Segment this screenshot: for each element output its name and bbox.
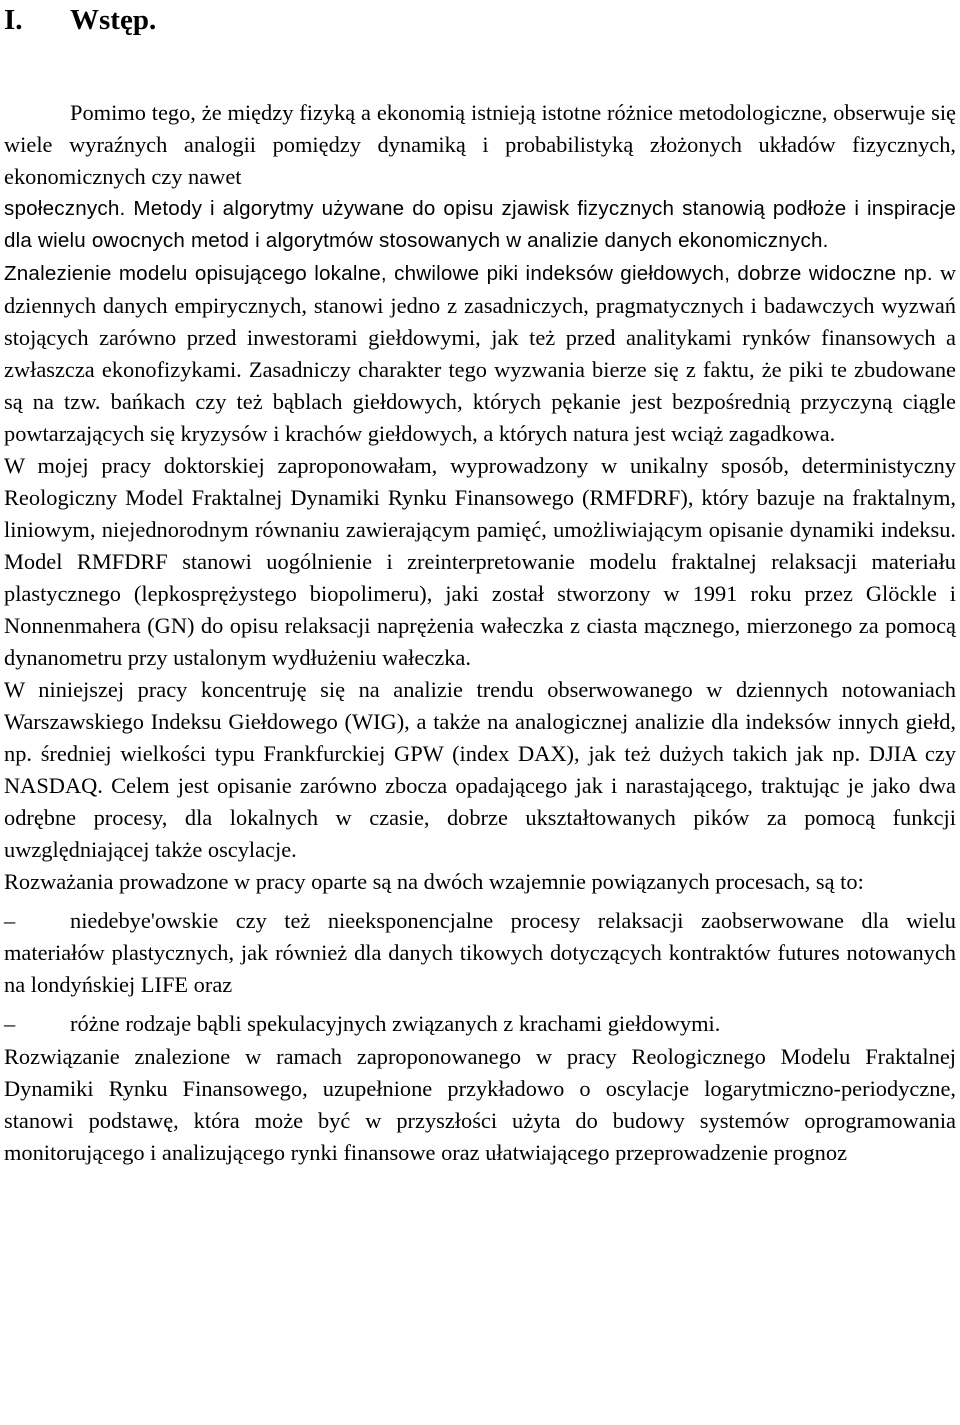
heading-spacer bbox=[4, 54, 956, 97]
bullet-list bbox=[4, 905, 956, 1040]
paragraph-5: Rozważania prowadzone w pracy oparte są na dwóch wzajemnie powiązanych procesach, są to: bbox=[4, 869, 864, 894]
dash-marker: – bbox=[4, 1011, 16, 1036]
list-item bbox=[4, 905, 956, 1001]
list-item-text: różne rodzaje bąbli spekulacyjnych związanych z krachami giełdowymi. bbox=[70, 1011, 721, 1036]
list-item bbox=[4, 1008, 956, 1040]
paragraph-1-part-2: społecznych. Metody i algorytmy używane do opisu zjawisk fizycznych stanowią podłoże i inspiracje dla wielu owocnych metod i algorytmów stosowanych w analizie danych ekonomicznych. bbox=[4, 197, 956, 252]
paragraph-2 bbox=[4, 257, 956, 450]
dash-marker: – bbox=[4, 908, 16, 933]
paragraph-1-part-1: Pomimo tego, że między fizyką a ekonomią istnieją istotne różnice metodologiczne, obserwuje się wiele wyraźnych analogii pomiędzy dynamiką i probabilistyką złożonych układów fizycznych, ekonomicznych czy nawet bbox=[4, 100, 956, 189]
section-number: I. bbox=[4, 4, 23, 36]
section-title: Wstęp. bbox=[70, 4, 157, 36]
paragraph-3: W mojej pracy doktorskiej zaproponowałam, wyprowadzony w unikalny sposób, deterministyczny Reologiczny Model Fraktalnej Dynamiki Rynku Finansowego (RMFDRF), który bazuje na fraktalnym, liniowym, niejednorodnym równaniu zawierającym pamięć, umożliwiającym opisanie dynamiki indeksu. Model RMFDRF stanowi uogólnienie i zreinterpretowanie modelu fraktalnej relaksacji materiału plastycznego (lepkosprężystego biopolimeru), jaki został stworzony w 1991 roku przez Glöckle i Nonnenmahera (GN) do opisu relaksacji naprężenia wałeczka z ciasta mącznego, mierzonego za pomocą dynanometru przy ustalonym wydłużeniu wałeczka. bbox=[4, 453, 956, 670]
paragraph-6: Rozwiązanie znalezione w ramach zaproponowanego w pracy Reologicznego Modelu Fraktalnej Dynamiki Rynku Finansowego, uzupełnione przykładowo o oscylacje logarytmiczno-periodyczne, stanowi podstawę, która może być w przyszłości użyta do budowy systemów oprogramowania monitorującego i analizującego rynki finansowe oraz ułatwiającego przeprowadzenie prognoz bbox=[4, 1044, 956, 1165]
section-heading bbox=[4, 0, 956, 54]
document-page bbox=[4, 0, 956, 1169]
list-item-text: niedebye'owskie czy też nieeksponencjalne procesy relaksacji zaobserwowane dla wielu materiałów plastycznych, jak również dla danych tikowych dotyczących kontraktów futures notowanych na londyńskiej LIFE oraz bbox=[4, 908, 956, 997]
paragraph-2-part-1: Znalezienie modelu opisującego lokalne, chwilowe piki indeksów giełdowych, dobrze widoczne np. bbox=[4, 262, 933, 285]
paragraph-4: W niniejszej pracy koncentruję się na analizie trendu obserwowanego w dziennych notowaniach Warszawskiego Indeksu Giełdowego (WIG), a także na analogicznej analizie dla indeksów innych giełd, np. średniej wielkości typu Frankfurckiej GPW (index DAX), jak też dużych takich jak np. DJIA czy NASDAQ. Celem jest opisanie zarówno zbocza opadającego jak i narastającego, traktując je jako dwa odrębne procesy, dla lokalnych w czasie, dobrze ukształtowanych pików za pomocą funkcji uwzględniającej także oscylacje. bbox=[4, 677, 956, 862]
paragraph-2-part-2: w dziennych danych empirycznych, stanowi jedno z zasadniczych, pragmatycznych i badawczych wyzwań stojących zarówno przed inwestorami giełdowymi, jak też przed analitykami rynków finansowych a zwłaszcza ekonofizykami. Zasadniczy charakter tego wyzwania bierze się z faktu, że piki te zbudowane są na tzw. bańkach czy też bąblach giełdowych, których pękanie jest bezpośrednią przyczyną ciągle powtarzających się kryzysów i krachów giełdowych, a których natura jest wciąż zagadkowa. bbox=[4, 260, 956, 446]
